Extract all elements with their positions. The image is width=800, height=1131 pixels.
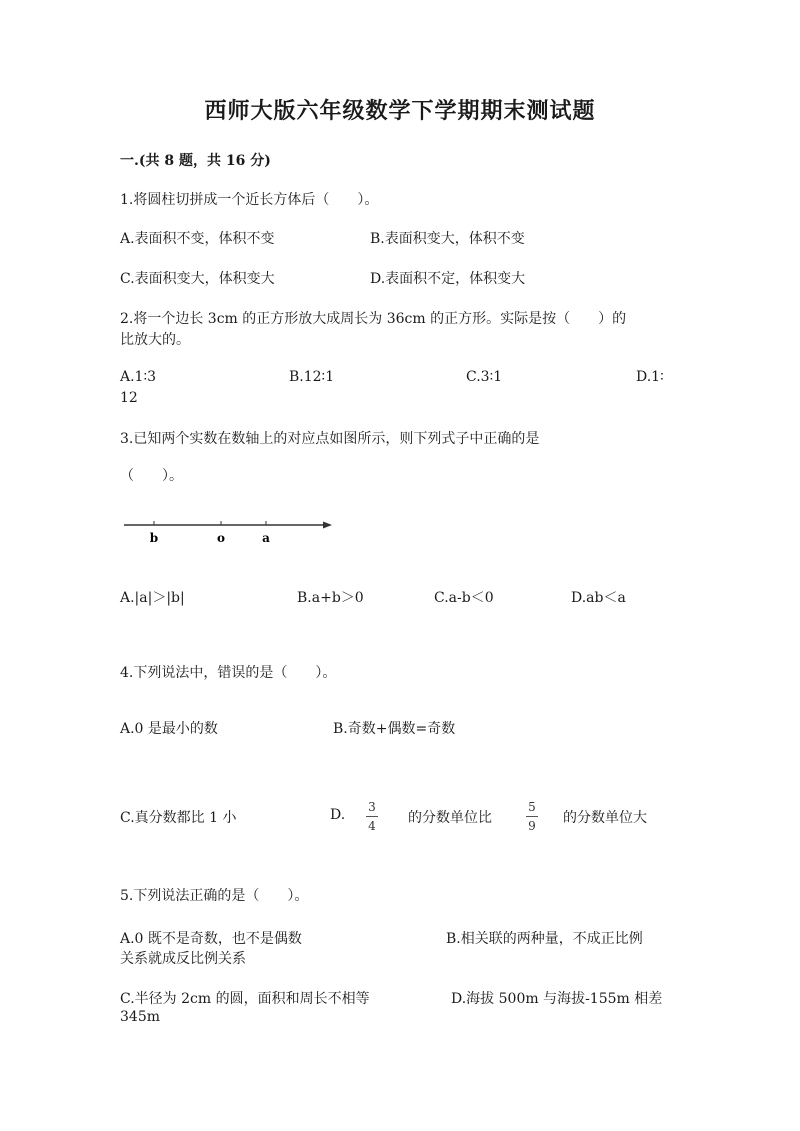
question-4-stem: 4.下列说法中，错误的是（ ）。 <box>120 665 337 681</box>
fraction-numerator: 3 <box>368 800 376 814</box>
question-3-stem-line2: （ ）。 <box>120 468 183 484</box>
question-5-option-a: A.0 既不是奇数，也不是偶数 <box>120 931 302 947</box>
question-2-option-a: A.1∶3 <box>120 369 157 385</box>
question-1-option-b: B.表面积变大，体积不变 <box>370 231 525 247</box>
question-3-option-b: B.a+b＞0 <box>297 590 364 606</box>
fraction-numerator: 5 <box>528 800 536 814</box>
question-4-option-b: B.奇数+偶数=奇数 <box>333 721 456 737</box>
question-5-option-d-line1: D.海拔 500m 与海拔-155m 相差 <box>451 991 663 1007</box>
question-2-stem-line1: 2.将一个边长 3cm 的正方形放大成周长为 36cm 的正方形。实际是按（ ）的 <box>120 311 627 327</box>
question-4-option-c: C.真分数都比 1 小 <box>120 810 237 826</box>
question-3-stem-line1: 3.已知两个实数在数轴上的对应点如图所示，则下列式子中正确的是 <box>120 431 540 447</box>
question-3-option-d: D.ab＜a <box>571 590 626 606</box>
question-4-option-a: A.0 是最小的数 <box>120 721 218 737</box>
fraction-denominator: 4 <box>368 819 376 833</box>
question-4-option-d-prefix: D. <box>330 807 346 823</box>
question-2-option-d-line1: D.1∶ <box>636 369 664 385</box>
question-1-option-a: A.表面积不变，体积不变 <box>120 231 275 247</box>
question-2-option-d-line2: 12 <box>120 390 138 406</box>
question-4-option-d-middle: 的分数单位比 <box>408 810 492 826</box>
number-line-figure <box>120 510 340 550</box>
question-4-option-d-suffix: 的分数单位大 <box>563 810 647 826</box>
section-heading: 一.(共 8 题，共 16 分) <box>120 153 271 169</box>
fraction-bar <box>366 816 378 817</box>
page-title: 西师大版六年级数学下学期期末测试题 <box>204 98 596 124</box>
number-line-arrow-icon <box>323 522 332 529</box>
question-2-stem-line2: 比放大的。 <box>120 332 190 348</box>
question-5-option-d-line2: 345m <box>120 1009 160 1025</box>
question-1-option-d: D.表面积不定，体积变大 <box>370 271 526 287</box>
point-label-a: a <box>262 531 270 545</box>
fraction-three-quarters <box>366 800 378 833</box>
fraction-bar <box>526 816 538 817</box>
question-1-option-c: C.表面积变大，体积变大 <box>120 271 275 287</box>
question-3-option-c: C.a-b＜0 <box>434 590 494 606</box>
fraction-denominator: 9 <box>528 819 536 833</box>
question-2-option-c: C.3∶1 <box>466 369 503 385</box>
question-5-option-b-line1: B.相关联的两种量，不成正比例 <box>446 931 643 947</box>
point-label-o: o <box>216 531 226 545</box>
question-5-stem: 5.下列说法正确的是（ ）。 <box>120 888 309 904</box>
question-5-option-c: C.半径为 2cm 的圆，面积和周长不相等 <box>120 991 370 1007</box>
point-label-b: b <box>149 531 159 545</box>
question-5-option-b-line2: 关系就成反比例关系 <box>120 951 246 967</box>
question-2-option-b: B.12∶1 <box>289 369 335 385</box>
question-3-option-a: A.|a|＞|b| <box>120 590 185 606</box>
question-1-stem: 1.将圆柱切拼成一个近长方体后（ ）。 <box>120 192 379 208</box>
fraction-five-ninths <box>526 800 538 833</box>
